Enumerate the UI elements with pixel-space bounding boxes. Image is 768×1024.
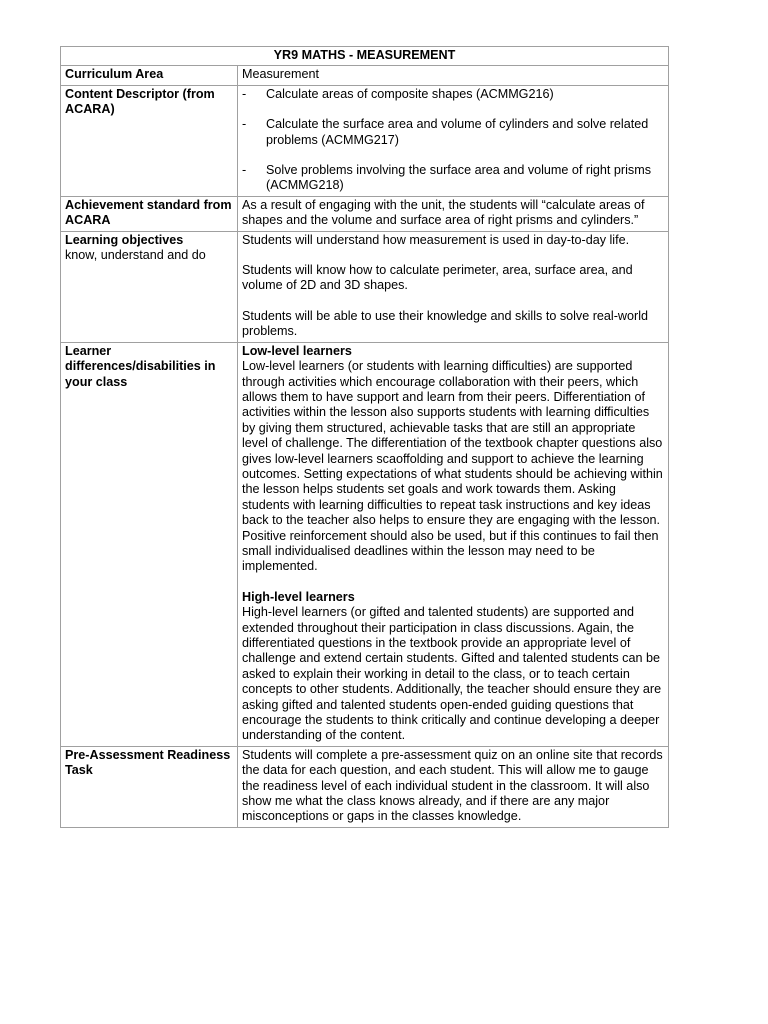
table-title: YR9 MATHS - MEASUREMENT bbox=[61, 47, 669, 66]
objectives-row bbox=[61, 231, 669, 342]
preassessment-label: Pre-Assessment Readiness Task bbox=[65, 747, 231, 778]
high-level-heading: High-level learners bbox=[242, 589, 355, 604]
high-level-text: High-level learners (or gifted and talented students) are supported and extended throughout their participation in class discussions. Again, the differentiated questions in the textbook provide an appropriate level of challenge and extend certain students. Gifted and talented students can be asked to explain their working in detail to the class, or to teach certain concepts to other students. Additionally, the teacher should ensure they are asking gifted and talented students open-ended guiding questions that encourage the students to think critically and continue developing a deeper understanding of the content. bbox=[242, 605, 662, 743]
curriculum-label: Curriculum Area bbox=[65, 67, 164, 82]
curriculum-value-cell bbox=[238, 66, 669, 85]
descriptor-item: - Calculate areas of composite shapes (ACMMG216) bbox=[242, 86, 554, 101]
content-label-cell bbox=[61, 85, 238, 196]
achievement-label-cell bbox=[61, 196, 238, 231]
curriculum-row bbox=[61, 66, 669, 85]
descriptor-item: - Solve problems involving the surface area and volume of right prisms (ACMMG218) bbox=[242, 163, 651, 193]
achievement-value-cell bbox=[238, 196, 669, 231]
objectives-value-cell bbox=[238, 231, 669, 342]
achievement-value: As a result of engaging with the unit, the students will “calculate areas of shapes and the volume and surface area of right prisms and cylinders.” bbox=[242, 197, 645, 228]
lesson-plan-table bbox=[60, 46, 669, 828]
preassessment-value-cell bbox=[238, 746, 669, 827]
low-level-heading: Low-level learners bbox=[242, 343, 352, 358]
objective-paragraph: Students will be able to use their knowledge and skills to solve real-world problems. bbox=[242, 308, 649, 339]
preassessment-value: Students will complete a pre-assessment quiz on an online site that records the data for each question, and each student. This will allow me to gauge the readiness level of each individual student in the classroom. It will also show me what the class knows already, and if there are any major misconceptions or gaps in the classes knowledge. bbox=[242, 747, 663, 824]
content-descriptor-row bbox=[61, 85, 669, 196]
low-level-text: Low-level learners (or students with learning difficulties) are supported through activities which encourage collaboration with their peers, which allows them to have support and learn from their peers. Differentiation of activities within the lesson also supports students with learning difficulties by giving them structured, achievable tasks that are still an appropriate level of challenge. The differentiation of the textbook chapter questions also gives low-level learners scaoffolding and support to achieve the learning outcomes. Setting expectations of what students should be achieving within the lesson helps students set goals and work towards them. Asking students with learning difficulties to repeat task instructions and key ideas back to the teacher also helps to ensure they are engaging with the lesson. Positive reinforcement should also be used, but if this continues to fail then small individualised deadlines within the lesson may need to be implemented. bbox=[242, 359, 663, 574]
content-value-cell bbox=[238, 85, 669, 196]
content-label: Content Descriptor (from ACARA) bbox=[65, 86, 215, 117]
differences-value-cell bbox=[238, 342, 669, 746]
achievement-row bbox=[61, 196, 669, 231]
descriptor-item: - Calculate the surface area and volume of cylinders and solve related problems (ACMMG217) bbox=[242, 117, 649, 147]
preassessment-row bbox=[61, 746, 669, 827]
achievement-label: Achievement standard from ACARA bbox=[65, 197, 232, 228]
title-row bbox=[61, 47, 669, 66]
preassessment-label-cell bbox=[61, 746, 238, 827]
differences-row bbox=[61, 342, 669, 746]
objective-paragraph: Students will understand how measurement is used in day-to-day life. bbox=[242, 232, 630, 247]
objective-paragraph: Students will know how to calculate perimeter, area, surface area, and volume of 2D and 3D shapes. bbox=[242, 263, 633, 293]
objectives-label-cell bbox=[61, 231, 238, 342]
objectives-sublabel: know, understand and do bbox=[65, 248, 206, 263]
curriculum-label-cell bbox=[61, 66, 238, 85]
objectives-label: Learning objectives bbox=[65, 232, 184, 247]
curriculum-value: Measurement bbox=[242, 67, 319, 82]
differences-label-cell bbox=[61, 342, 238, 746]
differences-label: Learner differences/disabilities in your class bbox=[65, 343, 216, 389]
